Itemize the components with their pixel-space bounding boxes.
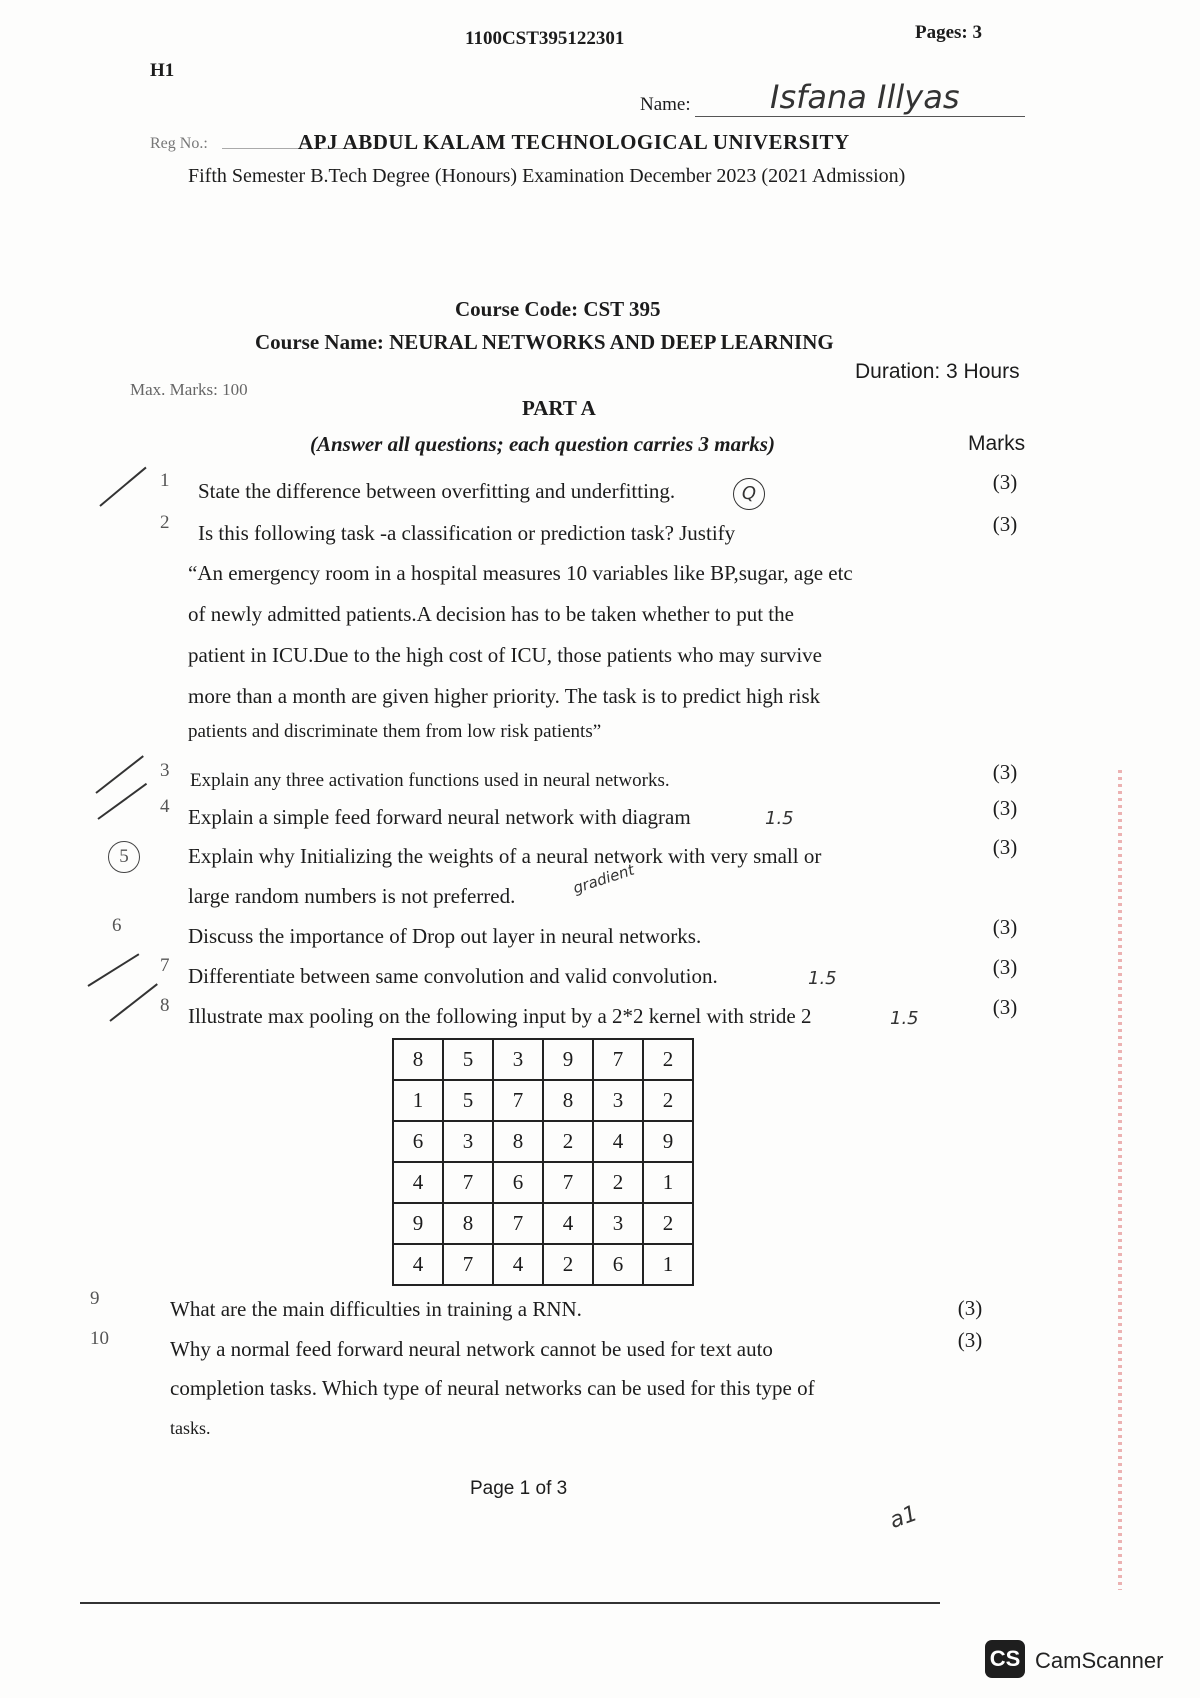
tick-mark: [97, 783, 147, 820]
grid-cell: 9: [543, 1039, 593, 1080]
question-number: 6: [112, 915, 122, 936]
annotation-q5: gradient: [570, 860, 637, 898]
duration: Duration: 3 Hours: [855, 360, 1020, 383]
question-number: 7: [160, 955, 170, 976]
question-marks: (3): [992, 796, 1018, 820]
grid-cell: 2: [593, 1162, 643, 1203]
grid-row: [393, 1039, 693, 1080]
grid-row: [393, 1162, 693, 1203]
question-text: What are the main difficulties in training a RNN.: [170, 1297, 582, 1321]
q2-line: patients and discriminate them from low risk patients”: [188, 721, 602, 742]
grid-cell: 8: [543, 1080, 593, 1121]
university-name: APJ ABDUL KALAM TECHNOLOGICAL UNIVERSITY: [298, 130, 850, 154]
question-number: 3: [160, 760, 170, 781]
grid-cell: 2: [643, 1039, 693, 1080]
grid-cell: 7: [593, 1039, 643, 1080]
question-marks: (3): [992, 760, 1018, 784]
q2-line: “An emergency room in a hospital measures 10 variables like BP,sugar, age etc: [188, 561, 853, 585]
grid-cell: 1: [393, 1080, 443, 1121]
question-text: State the difference between overfitting and underfitting.: [198, 479, 676, 503]
course-name: Course Name: NEURAL NETWORKS AND DEEP LEARNING: [255, 330, 834, 354]
question-number: 9: [90, 1288, 100, 1309]
q2-line: of newly admitted patients.A decision has to be taken whether to put the: [188, 602, 794, 626]
grid-cell: 4: [593, 1121, 643, 1162]
grid-row: [393, 1244, 693, 1285]
grid-cell: 2: [643, 1203, 693, 1244]
camscanner-logo: CS: [985, 1640, 1025, 1678]
grid-cell: 7: [493, 1080, 543, 1121]
annotation-q7: 1.5: [808, 968, 837, 989]
question-marks: (3): [992, 915, 1018, 939]
question-number: 2: [160, 512, 170, 533]
page-footer: Page 1 of 3: [470, 1478, 568, 1499]
reg-label: Reg No.:: [150, 135, 208, 152]
question-marks: (3): [992, 470, 1018, 494]
question-5-continued: large random numbers is not preferred.: [188, 884, 516, 908]
grid-cell: 4: [543, 1203, 593, 1244]
annotation-q1: Q: [733, 478, 765, 510]
part-title: PART A: [522, 396, 596, 420]
grid-cell: 4: [393, 1244, 443, 1285]
annotation-q8: 1.5: [890, 1008, 919, 1029]
question-10-continued: [170, 1368, 930, 1448]
tick-mark: [109, 983, 158, 1022]
camscanner-label: CamScanner: [1035, 1648, 1164, 1673]
grid-cell: 2: [543, 1244, 593, 1285]
question-number: 8: [160, 995, 170, 1016]
name-handwritten: Isfana Illyas: [770, 78, 960, 116]
page-count: Pages: 3: [915, 22, 983, 43]
grid-cell: 5: [443, 1039, 493, 1080]
question-marks: (3): [957, 1328, 983, 1352]
grid-cell: 1: [643, 1244, 693, 1285]
q2-scenario: [188, 553, 928, 747]
grid-cell: 9: [393, 1203, 443, 1244]
marks-header: Marks: [968, 432, 1026, 455]
grid-cell: 4: [493, 1244, 543, 1285]
name-label: Name:: [640, 94, 691, 115]
question-text: Explain why Initializing the weights of a neural network with very small or: [188, 844, 822, 868]
grid-cell: 8: [493, 1121, 543, 1162]
grid-cell: 7: [443, 1162, 493, 1203]
grid-cell: 3: [593, 1203, 643, 1244]
grid-cell: 2: [643, 1080, 693, 1121]
grid-cell: 7: [493, 1203, 543, 1244]
question-marks: (3): [992, 835, 1018, 859]
grid-row: [393, 1080, 693, 1121]
question-text: Is this following task -a classification or prediction task? Justify: [198, 521, 736, 545]
part-instruction: (Answer all questions; each question carries 3 marks): [310, 432, 775, 456]
q10-line: tasks.: [170, 1418, 211, 1438]
course-code: Course Code: CST 395: [455, 297, 661, 321]
grid-cell: 3: [493, 1039, 543, 1080]
grid-cell: 5: [443, 1080, 493, 1121]
grid-cell: 2: [543, 1121, 593, 1162]
question-marks: (3): [957, 1296, 983, 1320]
grid-row: [393, 1121, 693, 1162]
question-text: Discuss the importance of Drop out layer in neural networks.: [188, 924, 702, 948]
annotation-bottom: a1: [886, 1501, 921, 1534]
question-marks: (3): [992, 995, 1018, 1019]
name-line: [695, 116, 1025, 117]
grid-cell: 3: [443, 1121, 493, 1162]
grid-cell: 3: [593, 1080, 643, 1121]
grid-cell: 4: [393, 1162, 443, 1203]
question-text: Differentiate between same convolution and valid convolution.: [188, 964, 718, 988]
grid-cell: 8: [443, 1203, 493, 1244]
grid-cell: 6: [593, 1244, 643, 1285]
question-text: Illustrate max pooling on the following input by a 2*2 kernel with stride 2: [188, 1004, 812, 1028]
grid-row: [393, 1203, 693, 1244]
tick-mark: [99, 467, 146, 507]
question-marks: (3): [992, 955, 1018, 979]
annotation-q4: 1.5: [765, 808, 794, 829]
grid-cell: 1: [643, 1162, 693, 1203]
question-text: Why a normal feed forward neural network cannot be used for text auto: [170, 1337, 773, 1361]
grid-cell: 7: [543, 1162, 593, 1203]
grid-cell: 6: [393, 1121, 443, 1162]
q2-line: patient in ICU.Due to the high cost of ICU, those patients who may survive: [188, 643, 822, 667]
scan-edge: [1118, 770, 1122, 1590]
exam-title: Fifth Semester B.Tech Degree (Honours) Examination December 2023 (2021 Admission): [188, 165, 906, 187]
question-number: 1: [160, 470, 170, 491]
question-text: Explain a simple feed forward neural network with diagram: [188, 805, 691, 829]
grid-cell: 6: [493, 1162, 543, 1203]
grid-cell: 7: [443, 1244, 493, 1285]
grid-cell: 8: [393, 1039, 443, 1080]
bottom-rule: [80, 1602, 940, 1604]
paper-code: 1100CST395122301: [465, 28, 625, 49]
question-number: 5: [108, 841, 140, 873]
question-number: 10: [90, 1328, 109, 1349]
question-text: Explain any three activation functions used in neural networks.: [190, 770, 670, 791]
sheet-mark: H1: [150, 60, 175, 81]
max-marks: Max. Marks: 100: [130, 380, 248, 399]
tick-mark: [87, 953, 139, 986]
q10-line: completion tasks. Which type of neural networks can be used for this type of: [170, 1376, 815, 1400]
question-number: 4: [160, 796, 170, 817]
max-pooling-input-grid: [392, 1038, 694, 1286]
q2-line: more than a month are given higher priority. The task is to predict high risk: [188, 684, 821, 708]
grid-cell: 9: [643, 1121, 693, 1162]
question-marks: (3): [992, 512, 1018, 536]
